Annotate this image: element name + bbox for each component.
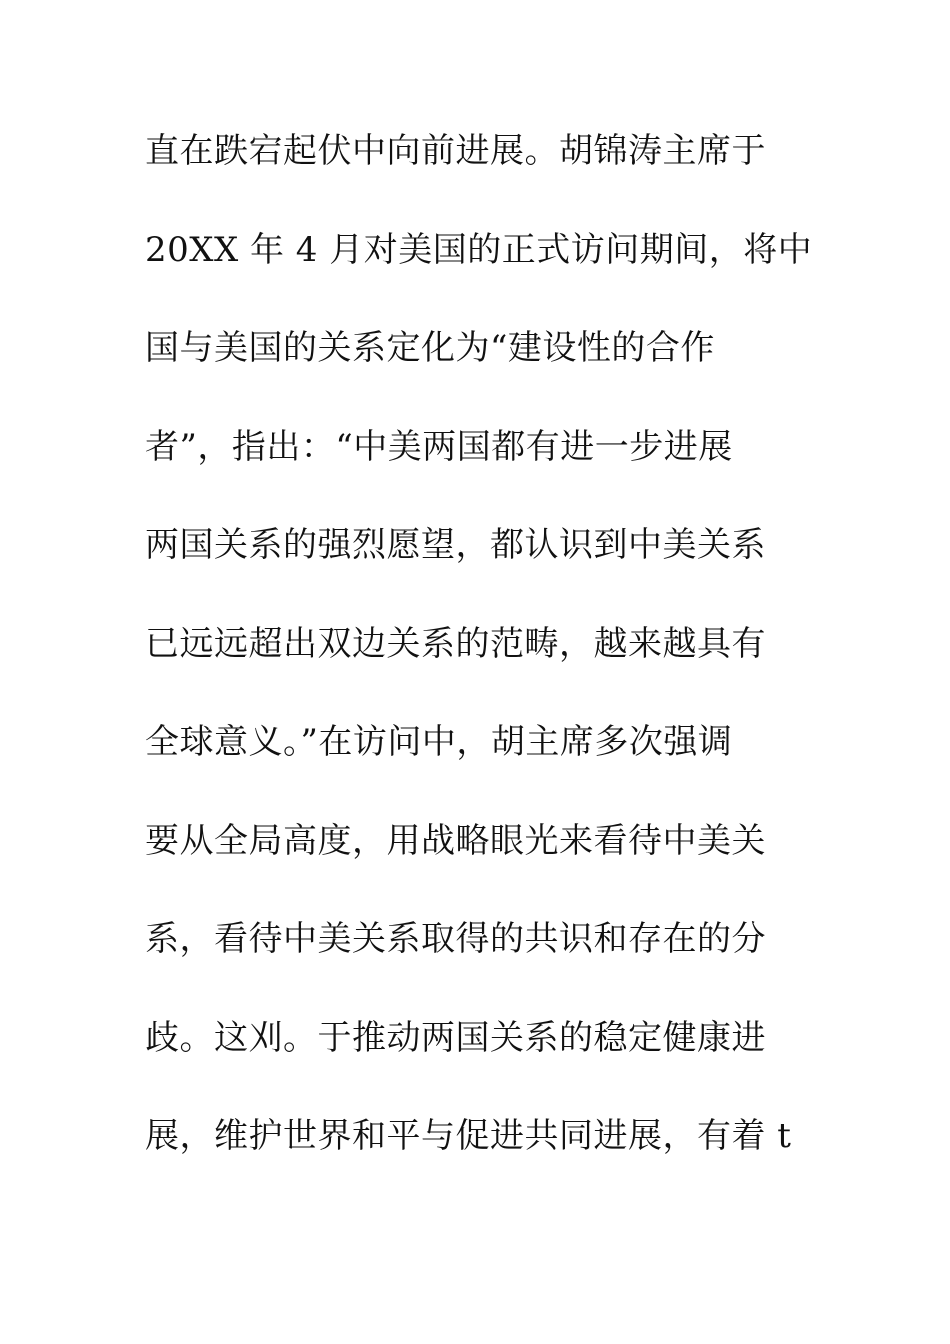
text-line: 20XX 年 4 月对美国的正式访问期间，将中 — [145, 229, 813, 270]
text-line: 者”，指出：“中美两国都有进一步进展 — [145, 426, 733, 467]
text-line: 歧。这刈。于推动两国关系的稳定健康进 — [145, 1017, 766, 1058]
text-line: 系，看待中美关系取得的共识和存在的分 — [145, 919, 766, 959]
text-line: 直在跌宕起伏中向前进展。胡锦涛主席于 — [145, 131, 766, 171]
body-text — [145, 118, 813, 1202]
text-line: 要从全局高度，用战略眼光来看待中美关 — [145, 820, 766, 861]
text-line: 两国关系的强烈愿望，都认识到中美关系 — [145, 525, 766, 565]
text-line: 全球意义。”在访问中，胡主席多次强调 — [145, 722, 733, 762]
text-line: 展，维护世界和平与促进共同进展，有着 t — [145, 1116, 792, 1156]
text-line: 已远远超出双边关系的范畴，越来越具有 — [145, 623, 766, 664]
text-line: 国与美国的关系定化为“建设性的合作 — [145, 328, 715, 368]
